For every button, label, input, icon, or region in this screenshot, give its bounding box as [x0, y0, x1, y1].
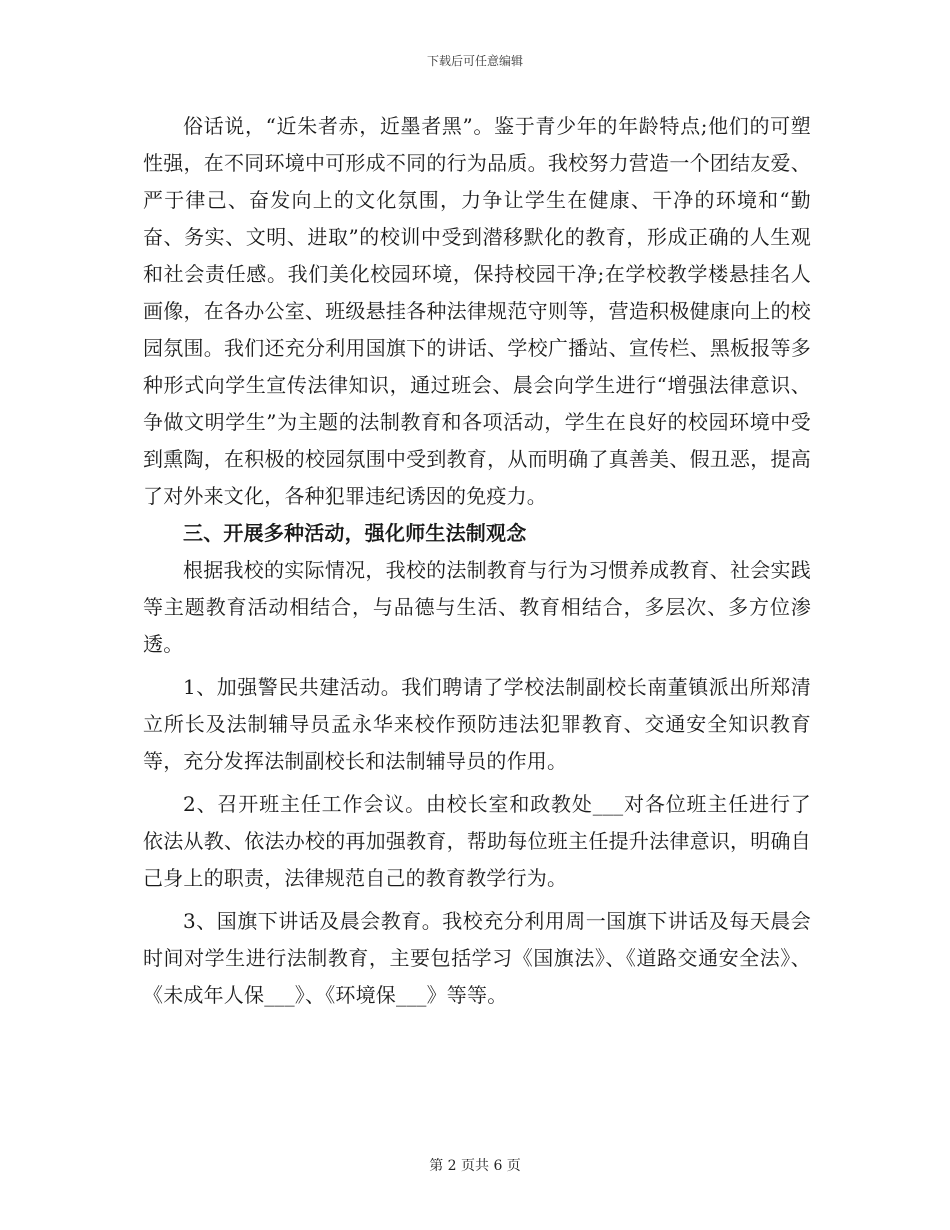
paragraph-campus-culture: 俗话说，“近朱者赤，近墨者黑”。鉴于青少年的年龄特点;他们的可塑性强，在不同环境中可形成不同的行为品质。我校努力营造一个团结友爱、严于律己、奋发向上的文化氛围，力争让学生在健康、干净的环境和“勤奋、务实、文明、进取”的校训中受到潜移默化的教育，形成正确的人生观和社会责任感。我们美化校园环境，保持校园干净;在学校教学楼悬挂名人画像，在各办公室、班级悬挂各种法律规范守则等，营造积极健康向上的校园氛围。我们还充分利用国旗下的讲话、学校广播站、宣传栏、黑板报等多种形式向学生宣传法律知识，通过班会、晨会向学生进行“增强法律意识、争做文明学生”为主题的法制教育和各项活动，学生在良好的校园环境中受到熏陶，在积极的校园氛围中受到教育，从而明确了真善美、假丑恶，提高了对外来文化，各种犯罪违纪诱因的免疫力。 — [143, 114, 811, 508]
page-number: 第 2 页共 6 页 — [429, 1158, 521, 1174]
document-body — [143, 108, 811, 1014]
paragraph-item-3: 3、国旗下讲话及晨会教育。我校充分利用周一国旗下讲话及每天晨会时间对学生进行法制教育，主要包括学习《国旗法》、《道路交通安全法》、《未成年人保___》、《环境保___》等等。 — [143, 909, 811, 1007]
paragraph-item-1: 1、加强警民共建活动。我们聘请了学校法制副校长南董镇派出所郑清立所长及法制辅导员孟永华来校作预防违法犯罪教育、交通安全知识教育等，充分发挥法制副校长和法制辅导员的作用。 — [143, 675, 811, 773]
page-header: 下载后可任意编辑 — [426, 54, 523, 68]
paragraph-integration: 根据我校的实际情况，我校的法制教育与行为习惯养成教育、社会实践等主题教育活动相结合，与品德与生活、教育相结合，多层次、多方位渗透。 — [143, 558, 811, 656]
section-heading: 三、开展多种活动，强化师生法制观念 — [183, 521, 527, 545]
paragraph-item-2: 2、召开班主任工作会议。由校长室和政教处___对各位班主任进行了依法从教、依法办校的再加强教育，帮助每位班主任提升法律意识，明确自己身上的职责，法律规范自己的教育教学行为。 — [143, 792, 811, 890]
